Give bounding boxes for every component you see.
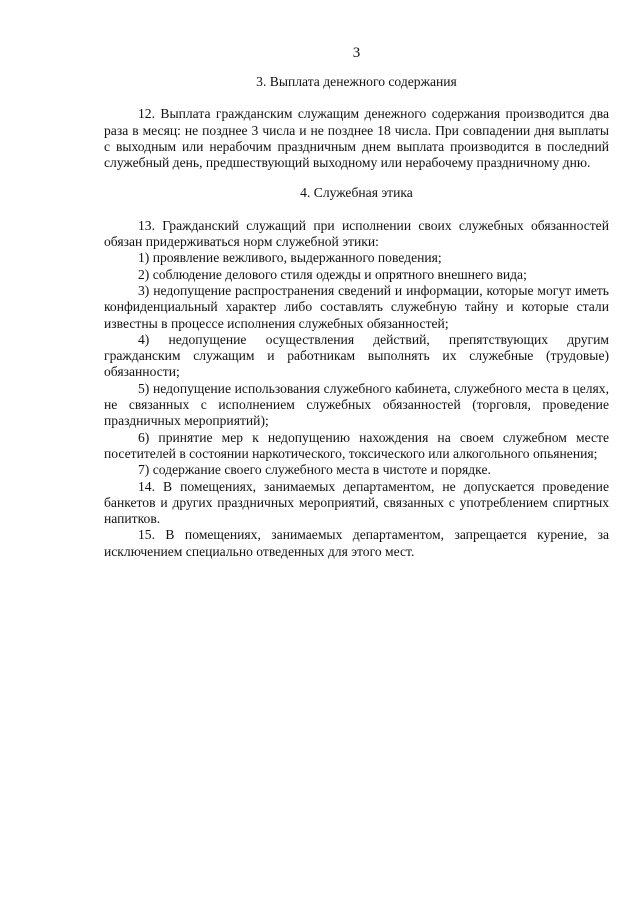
list-item-6: 6) принятие мер к недопущению нахождения на своем служебном месте посетителей в состоянии наркотического, токсического или алкогольного опьянения; bbox=[104, 429, 609, 461]
paragraph-15: 15. В помещениях, занимаемых департаментом, запрещается курение, за исключением специально отведенных для этого мест. bbox=[104, 527, 609, 559]
document-content bbox=[104, 44, 609, 560]
paragraph-12: 12. Выплата гражданским служащим денежного содержания производится два раза в месяц: не позднее 3 числа и не позднее 18 числа. При совпадении дня выплаты с выходным или нерабочим праздничным днем выплата производится в последний служебный день, предшествующий выходному или нерабочему праздничному дню. bbox=[104, 106, 609, 171]
list-item-5: 5) недопущение использования служебного кабинета, служебного места в целях, не связанных с исполнением служебных обязанностей (торговля, проведение праздничных мероприятий); bbox=[104, 380, 609, 429]
section-3-heading: 3. Выплата денежного содержания bbox=[256, 74, 457, 89]
paragraph-13: 13. Гражданский служащий при исполнении своих служебных обязанностей обязан придерживаться норм служебной этики: bbox=[104, 217, 609, 250]
list-item-7: 7) содержание своего служебного места в чистоте и порядке. bbox=[138, 462, 491, 478]
section-4-heading: 4. Служебная этика bbox=[300, 185, 413, 201]
page-number: 3 bbox=[352, 45, 361, 61]
list-item-4: 4) недопущение осуществления действий, препятствующих другим гражданским служащим и работникам выполнять их служебные (трудовые) обязанности; bbox=[104, 331, 609, 380]
paragraph-14: 14. В помещениях, занимаемых департаментом, не допускается проведение банкетов и других праздничных мероприятий, связанных с употреблением спиртных напитков. bbox=[104, 478, 609, 527]
list-item-1: 1) проявление вежливого, выдержанного поведения; bbox=[138, 250, 442, 266]
list-item-2: 2) соблюдение делового стиля одежды и опрятного внешнего вида; bbox=[138, 266, 527, 282]
list-item-3: 3) недопущение распространения сведений и информации, которые могут иметь конфиденциальный характер либо составлять служебную тайну и которые стали известны в процессе исполнения служебных обязанностей; bbox=[104, 282, 609, 331]
